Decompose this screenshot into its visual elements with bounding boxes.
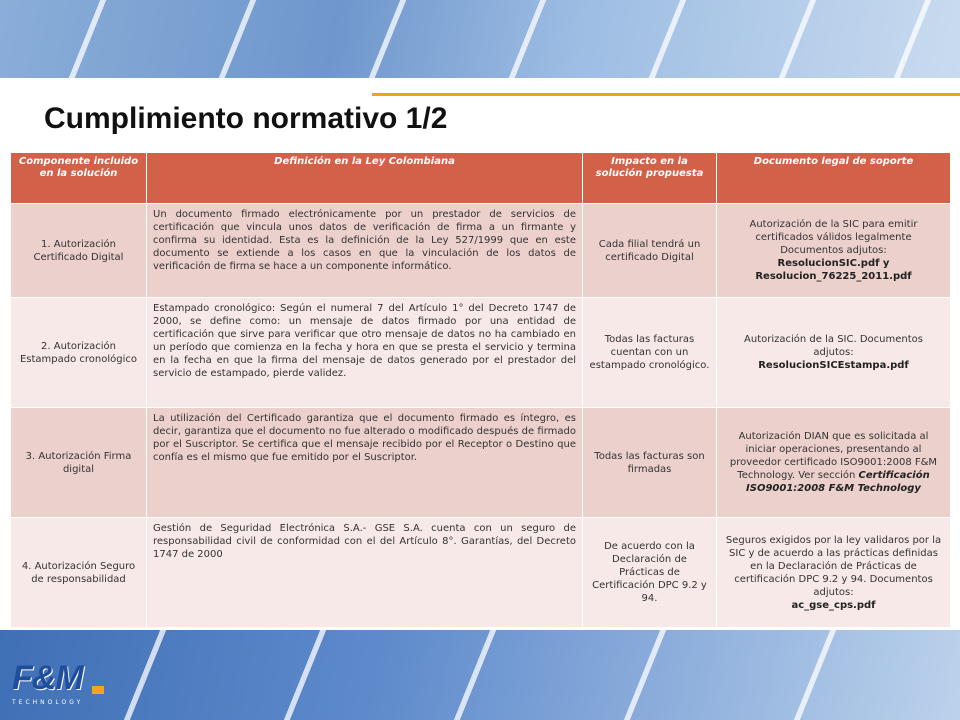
documento-text: Autorización de la SIC para emitir certificados válidos legalmente Documentos adjutos: bbox=[749, 219, 918, 256]
accent-line bbox=[372, 93, 960, 96]
cell-impacto: De acuerdo con la Declaración de Prácticas de Certificación DPC 9.2 y 94. bbox=[583, 518, 717, 628]
table-row bbox=[11, 518, 951, 628]
documento-file: ResolucionSIC.pdf y Resolucion_76225_2011.pdf bbox=[755, 258, 912, 282]
cell-documento bbox=[717, 298, 951, 408]
cell-documento bbox=[717, 204, 951, 298]
cell-definicion: La utilización del Certificado garantiza que el documento firmado es íntegro, es decir, garantiza que el documento no fue alterado o modificado después de firmado por el Suscriptor. Se certifica que el mensaje recibido por el Receptor o Destino que confía es el mismo que fue emitido por el Suscriptor. bbox=[147, 408, 583, 518]
cell-impacto: Todas las facturas cuentan con un estampado cronológico. bbox=[583, 298, 717, 408]
slide-title: Cumplimiento normativo 1/2 bbox=[44, 102, 448, 135]
footer-background bbox=[0, 630, 960, 720]
table-row bbox=[11, 204, 951, 298]
logo-name: F&M bbox=[12, 659, 83, 697]
cell-documento bbox=[717, 408, 951, 518]
documento-text: Seguros exigidos por la ley validaros por la SIC y de acuerdo a las prácticas definidas en la Declaración de Prácticas de certificación DPC 9.2 y 94. Documentos adjutos: bbox=[725, 534, 942, 598]
header-definicion: Definición en la Ley Colombiana bbox=[147, 153, 583, 204]
documento-file: ResolucionSICEstampa.pdf bbox=[758, 360, 909, 371]
documento-file: ac_gse_cps.pdf bbox=[791, 599, 876, 611]
cell-documento bbox=[717, 518, 951, 628]
cell-componente: 2. Autorización Estampado cronológico bbox=[11, 298, 147, 408]
header-impacto: Impacto en la solución propuesta bbox=[583, 153, 717, 204]
cell-componente: 3. Autorización Firma digital bbox=[11, 408, 147, 518]
cell-componente: 4. Autorización Seguro de responsabilidad bbox=[11, 518, 147, 628]
cell-impacto: Todas las facturas son firmadas bbox=[583, 408, 717, 518]
compliance-table bbox=[10, 152, 951, 628]
header-background bbox=[0, 0, 960, 78]
header-componente: Componente incluido en la solución bbox=[11, 153, 147, 204]
table-row bbox=[11, 408, 951, 518]
table-header-row bbox=[11, 153, 951, 204]
company-logo bbox=[12, 660, 106, 714]
logo-accent bbox=[92, 686, 104, 694]
logo-subtitle: TECHNOLOGY bbox=[12, 699, 84, 706]
documento-file: Certificación ISO9001:2008 F&M Technology bbox=[746, 470, 930, 494]
documento-text: Autorización DIAN que es solicitada al iniciar operaciones, presentando al proveedor certificado ISO9001:2008 F&M Technology. Ver sección bbox=[729, 431, 938, 481]
cell-definicion: Gestión de Seguridad Electrónica S.A.- GSE S.A. cuenta con un seguro de responsabilidad civil de conformidad con el del Artículo 8°. Garantías, del Decreto 1747 de 2000 bbox=[147, 518, 583, 628]
cell-definicion: Un documento firmado electrónicamente por un prestador de servicios de certificación que vincula unos datos de verificación de firma a un firmante y confirma su identidad. Esta es la definición de la Ley 527/1999 que en este documento se extiende a los casos en que la vinculación de los datos de verificación de firma se hace a un componente informático. bbox=[147, 204, 583, 298]
table-row bbox=[11, 298, 951, 408]
documento-text: Autorización de la SIC. Documentos adjutos: bbox=[744, 334, 923, 358]
cell-impacto: Cada filial tendrá un certificado Digital bbox=[583, 204, 717, 298]
cell-componente: 1. Autorización Certificado Digital bbox=[11, 204, 147, 298]
cell-definicion: Estampado cronológico: Según el numeral 7 del Artículo 1° del Decreto 1747 de 2000, se define como: un mensaje de datos firmado por una entidad de certificación que sirve para verificar que otro mensaje de datos no ha cambiado en un período que comienza en la fecha y hora en que se presta el servicio y termina en la fecha en que la firma del mensaje de datos generado por el prestador del servicio de estampado, pierde validez. bbox=[147, 298, 583, 408]
header-documento: Documento legal de soporte bbox=[717, 153, 951, 204]
